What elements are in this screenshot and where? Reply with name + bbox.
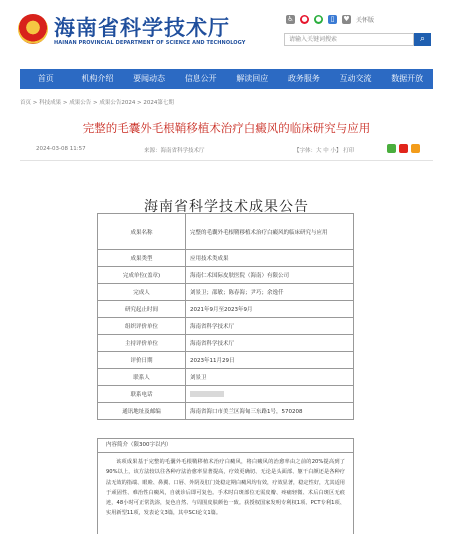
nav-item-interaction[interactable]: 互动交流: [339, 74, 372, 83]
row-label: 完成单位(盖章): [98, 267, 186, 284]
nav-item-services[interactable]: 政务服务: [287, 74, 320, 83]
site-title[interactable]: 海南省科学技术厅: [54, 16, 230, 40]
publish-date: 2024-03-08 11:57: [36, 146, 86, 152]
weibo-share-icon[interactable]: [399, 144, 408, 153]
row-value: 完整的毛囊外毛根鞘移植术治疗白癜风的临床研究与应用: [186, 214, 354, 250]
table-row: [98, 386, 354, 403]
qzone-share-icon[interactable]: [411, 144, 420, 153]
accessibility-icon[interactable]: ♿: [287, 15, 294, 23]
nav-item-disclosure[interactable]: 信息公开: [184, 74, 217, 83]
divider: [20, 160, 433, 161]
row-value: 海南省海口市美兰区海甸三东路1号，570208: [186, 403, 354, 420]
nav-item-news[interactable]: 要闻动态: [133, 74, 166, 83]
table-row: [98, 318, 354, 335]
nav-item-home[interactable]: 首页: [37, 74, 54, 83]
row-value: 海南省科学技术厅: [186, 335, 354, 352]
font-size-controls[interactable]: 【字体：大 中 小】 打印: [294, 148, 355, 154]
row-value: 刘景卫；邵敏；陈春海；尹巧；余逸仟: [186, 284, 354, 301]
row-label: 组织评价单位: [98, 318, 186, 335]
table-row: [98, 369, 354, 386]
row-value: 刘景卫: [186, 369, 354, 386]
redacted-phone: [190, 391, 224, 397]
row-label: 成果名称: [98, 214, 186, 250]
row-label: 联系人: [98, 369, 186, 386]
row-value: 应用技术类成果: [186, 250, 354, 267]
table-row: [98, 335, 354, 352]
row-label: 联系电话: [98, 386, 186, 403]
row-label: 通讯地址及邮编: [98, 403, 186, 420]
search-button[interactable]: [414, 33, 431, 46]
table-row: [98, 284, 354, 301]
site-subtitle: HAINAN PROVINCIAL DEPARTMENT OF SCIENCE AND TECHNOLOGY: [54, 40, 246, 46]
nav-item-about[interactable]: 机构介绍: [81, 74, 114, 83]
article-source: 来源：海南省科学技术厅: [144, 148, 205, 154]
row-value: 海南省科学技术厅: [186, 318, 354, 335]
announcement-table: [97, 213, 354, 420]
search-input[interactable]: 请输入关键词搜索: [284, 33, 414, 46]
wechat-icon[interactable]: ●: [315, 15, 322, 23]
row-label: 主持评价单位: [98, 335, 186, 352]
row-value: 2021年9月至2023年9月: [186, 301, 354, 318]
nav-item-interpretation[interactable]: 解读回应: [236, 74, 269, 83]
row-value: 海南仁术国际皮肤医院（海南）有限公司: [186, 267, 354, 284]
article-meta: [36, 144, 420, 156]
table-row: [98, 403, 354, 420]
document-heading: 海南省科学技术成果公告: [144, 199, 309, 215]
breadcrumb[interactable]: 首页 > 科技成果 > 成果公告 > 成果公告2024 > 2024第七期: [20, 100, 174, 106]
row-value: 2023年11月29日: [186, 352, 354, 369]
wechat-share-icon[interactable]: [387, 144, 396, 153]
nav-item-open-data[interactable]: 数据开放: [391, 74, 424, 83]
row-value: [186, 386, 354, 403]
article-title: 完整的毛囊外毛根鞘移植术治疗白癜风的临床研究与应用: [82, 121, 371, 135]
content-text: 该项成果基于完整的毛囊外毛根鞘移植术治疗白癜风，将白癜风的治愈率由之前的20%提高到了90%以上，该方法较以往各种疗法治愈率显著提高，疗效更确切、无论是头面部、躯干白颜还是各种疗法无效的指端、眼睑、鼻翼、口唇、外阴及肛门处稳定期白癜风均有效，疗效显著，稳定性好，尤其适用于顽固性、难治性白癜风，自就诊后即可复色。手术时白斑部位无需皮瓣、疼痛轻微、术后白斑区无痕迹，48小时可正常洗浴，复色自然、与周围皮肤颜色一致。获授权国家发明专利权1项、PCT专利1项、实用新型11项，发表论文3篇，其中SCI论文1篇。: [97, 452, 354, 534]
top-toolbar: [286, 15, 374, 24]
row-label: 研究起止时间: [98, 301, 186, 318]
table-row: [98, 352, 354, 369]
table-row: [98, 214, 354, 250]
mobile-icon[interactable]: ▯: [328, 15, 337, 24]
row-label: 评价日期: [98, 352, 186, 369]
care-mode-link[interactable]: 关怀版: [356, 17, 375, 24]
care-mode-icon[interactable]: ♥: [343, 15, 350, 23]
table-row: [98, 267, 354, 284]
table-row: [98, 301, 354, 318]
weibo-icon[interactable]: ●: [301, 15, 308, 23]
search-icon: ⌕: [419, 34, 426, 44]
site-header: [0, 0, 453, 66]
row-label: 完成人: [98, 284, 186, 301]
content-label: 内容简介（限300字以内）: [97, 438, 354, 452]
row-label: 成果类型: [98, 250, 186, 267]
main-nav: [20, 69, 433, 89]
share-buttons: [387, 144, 420, 153]
national-emblem-logo: [18, 14, 48, 44]
table-row: [98, 250, 354, 267]
